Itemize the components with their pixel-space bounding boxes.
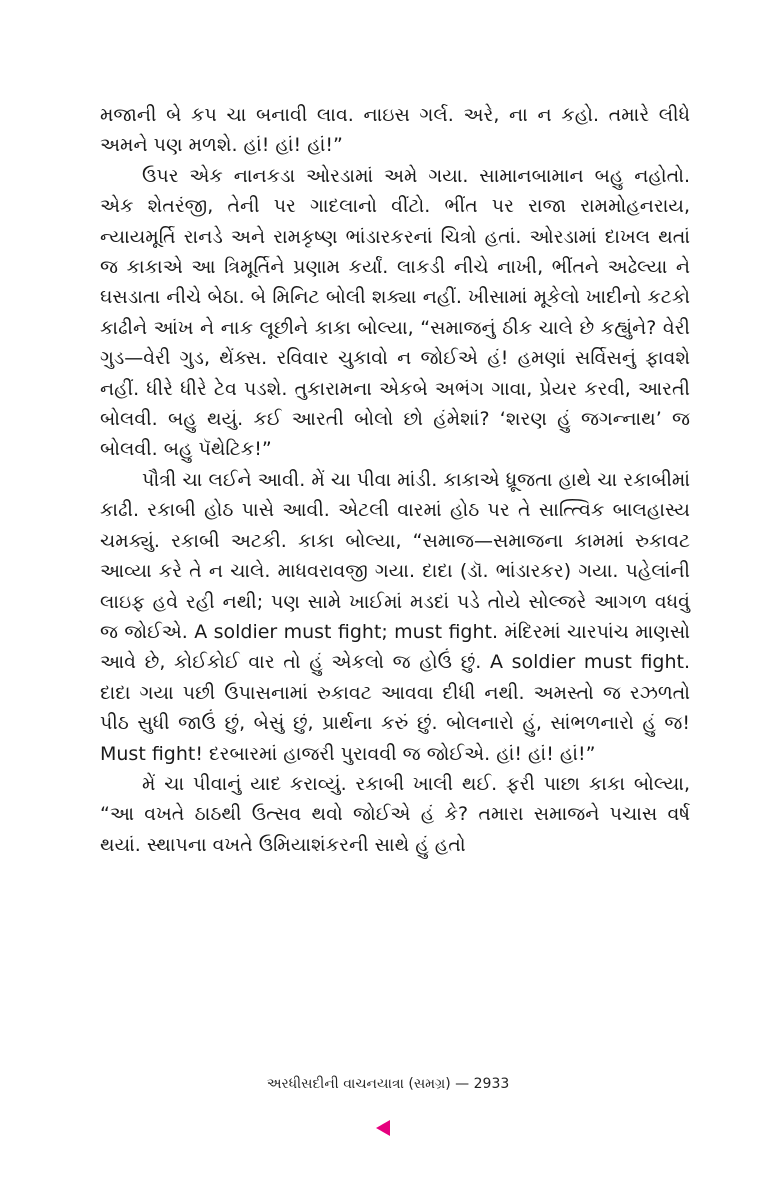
paragraph-2: ઉપર એક નાનકડા ઓરડામાં અમે ગયા. સામાનબામાન બહુ નહોતો. એક શેતરંજી, તેની પર ગાદલાનો વીંટો. ભીંત પર રાજા રામમોહનરાય, ન્યાયમૂર્તિ રાનડે અને રામકૃષ્ણ ભાંડારકરનાં ચિત્રો હતાં. ઓરડામાં દાખલ થતાં જ કાકાએ આ ત્રિમૂર્તિને પ્રણામ કર્યાં. લાકડી નીચે નાખી, ભીંતને અઢેલ્યા ને ઘસડાતા નીચે બેઠા. બે મિનિટ બોલી શક્યા નહીં. ખીસામાં મૂકેલો ખાદીનો કટકો કાઢીને આંખ ને નાક લૂછીને કાકા બોલ્યા, “સમાજનું ઠીક ચાલે છે કહ્યુંને? વેરી ગુડ—વેરી ગુડ, થેંક્સ. રવિવાર ચુકાવો ન જોઈએ હં! હમણાં સર્વિસનું ફાવશે નહીં. ધીરે ધીરે ટેવ પડશે. તુકારામના એકબે અભંગ ગાવા, પ્રેયર કરવી, આરતી બોલવી. બહુ થયું. કઈ આરતી બોલો છો હંમેશાં? ‘શરણ હું જગન્નાથ’ જ બોલવી. બહુ પૅથેટિક!” bbox=[100, 164, 690, 461]
paragraph-1: મજાની બે કપ ચા બનાવી લાવ. નાઇસ ગર્લ. અરે, ના ન કહો. તમારે લીધે અમને પણ મળશે. હાં! હાં! હાં!” bbox=[100, 104, 690, 157]
body-text bbox=[100, 100, 690, 860]
previous-page-arrow-icon[interactable] bbox=[376, 1120, 390, 1136]
page-footer: અરધીસદીની વાચનયાત્રા (સમગ્ર) — 2933 bbox=[266, 1076, 510, 1092]
paragraph-4: મેં ચા પીવાનું યાદ કરાવ્યું. રકાબી ખાલી થઈ. ફરી પાછા કાકા બોલ્યા, “આ વખતે ઠાઠથી ઉત્સવ થવો જોઈએ હં કે? તમારા સમાજને પચાસ વર્ષ થયાં. સ્થાપના વખતે ઉમિયાશંકરની સાથે હું હતો bbox=[100, 772, 690, 856]
paragraph-3: પૌત્રી ચા લઈને આવી. મેં ચા પીવા માંડી. કાકાએ ધ્રૂજતા હાથે ચા રકાબીમાં કાઢી. રકાબી હોઠ પાસે આવી. એટલી વારમાં હોઠ પર તે સાત્ત્વિક બાલહાસ્ય ચમક્યું. રકાબી અટકી. કાકા બોલ્યા, “સમાજ—સમાજના કામમાં રુકાવટ આવ્યા કરે તે ન ચાલે. માધવરાવજી ગયા. દાદા (ડૉ. ભાંડારકર) ગયા. પહેલાંની લાઇફ હવે રહી નથી; પણ સામે ખાઈમાં મડદાં પડે તોયે સોલ્જરે આગળ વધવું જ જોઈએ. A soldier must fight; must fight. મંદિરમાં ચારપાંચ માણસો આવે છે, કોઈકોઈ વાર તો હું એકલો જ હોઉં છું. A soldier must fight. દાદા ગયા પછી ઉપાસનામાં રુકાવટ આવવા દીધી નથી. અમસ્તો જ રઝળતો પીઠ સુધી જાઉં છું, બેસું છું, પ્રાર્થના કરું છું. બોલનારો હું, સાંભળનારો હું જ! Must fight! દરબારમાં હાજરી પુરાવવી જ જોઈએ. હાં! હાં! હાં!” bbox=[100, 468, 690, 765]
